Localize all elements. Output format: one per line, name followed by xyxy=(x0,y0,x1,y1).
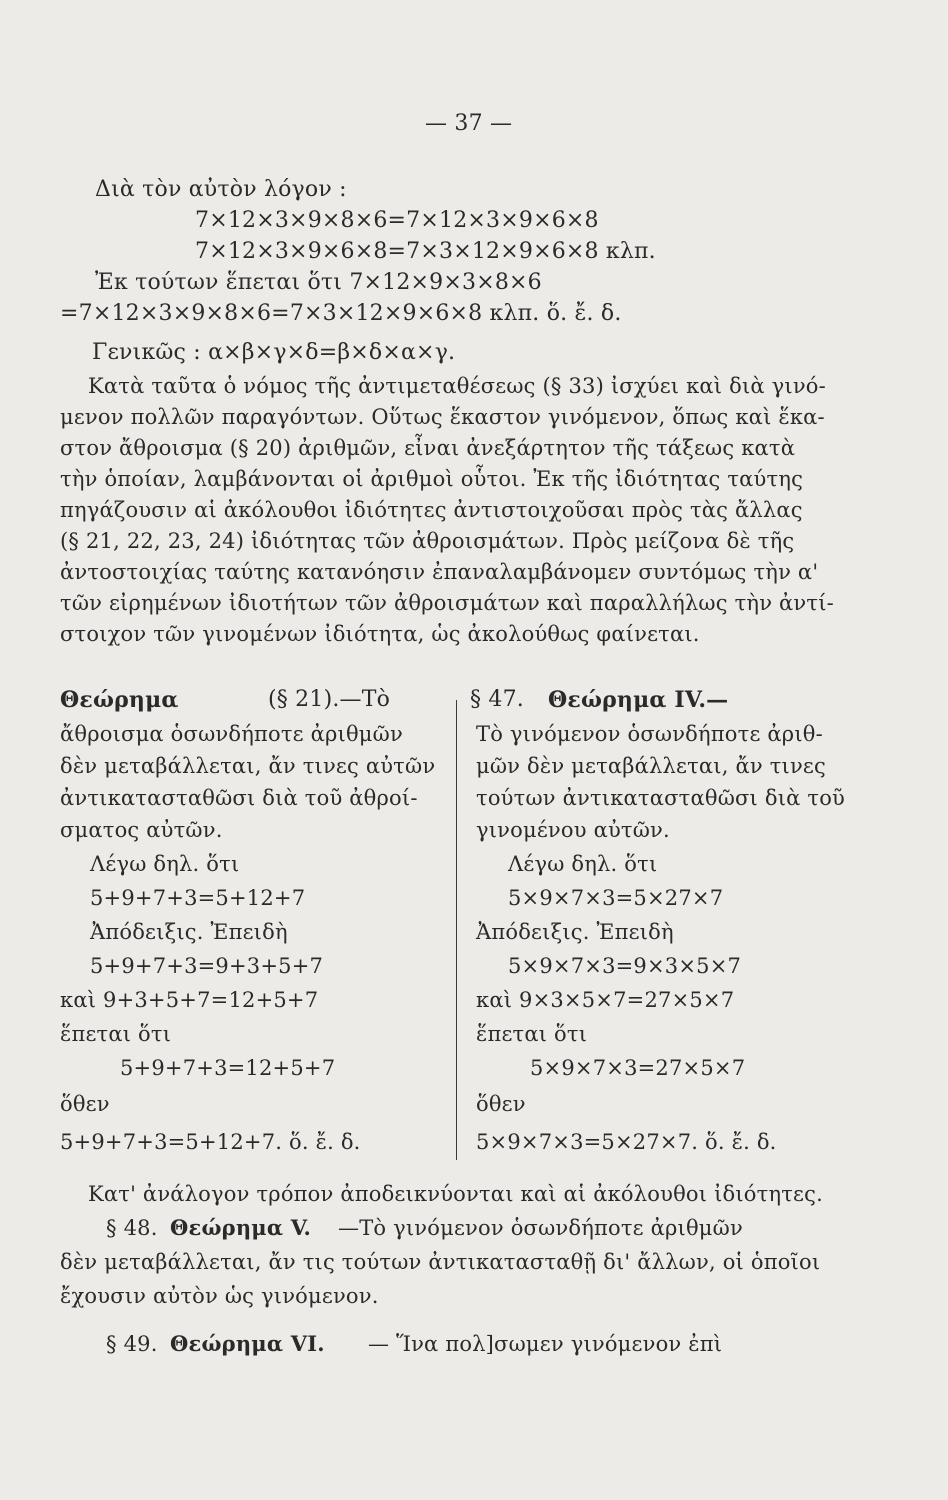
formula-line: 5+9+7+3=9+3+5+7 xyxy=(90,954,324,978)
column-divider xyxy=(456,700,457,1160)
text-line: ἄθροισμα ὁσωνδήποτε ἀριθμῶν xyxy=(60,722,403,746)
formula-line: 5×9×7×3=9×3×5×7 xyxy=(508,954,742,978)
text-line: — Ἵνα πολ]σωμεν γινόμενον ἐπὶ xyxy=(368,1332,723,1356)
text-line: ἕπεται ὅτι xyxy=(60,1022,172,1046)
text-line: Ἀπόδειξις. Ἐπειδὴ xyxy=(476,920,674,944)
formula-line: 5×9×7×3=27×5×7 xyxy=(530,1056,746,1080)
text-line: Διὰ τὸν αὐτὸν λόγον : xyxy=(95,177,347,202)
formula-line: 5+9+7+3=12+5+7 xyxy=(120,1056,336,1080)
text-line: ἀντικατασταθῶσι διὰ τοῦ ἀθροί- xyxy=(60,786,418,810)
theorem-heading-ref: (§ 21).—Τὸ xyxy=(268,687,391,712)
formula-line: καὶ 9+3+5+7=12+5+7 xyxy=(60,988,319,1012)
formula-line: 5+9+7+3=5+12+7 xyxy=(90,886,306,910)
formula-line: 7×12×3×9×8×6=7×12×3×9×6×8 xyxy=(195,208,599,233)
text-line: Λέγω δηλ. ὅτι xyxy=(90,852,240,876)
text-line: σματος αὐτῶν. xyxy=(60,818,223,842)
theorem-heading: Θεώρημα V. xyxy=(170,1215,312,1240)
section-number: § 48. xyxy=(106,1216,158,1240)
paragraph-line: τὴν ὁποίαν, λαμβάνονται οἱ ἀριθμοὶ οὗτοι. Ἐκ τῆς ἰδιότητας ταύτης xyxy=(60,467,804,491)
section-number: § 49. xyxy=(106,1332,158,1356)
paragraph-line: ἀντοστοιχίας ταύτης κατανόησιν ἐπαναλαμβάνομεν συντόμως τὴν α' xyxy=(60,560,819,584)
paragraph-line: Κατὰ ταῦτα ὁ νόμος τῆς ἀντιμεταθέσεως (§ 33) ἰσχύει καὶ διὰ γινό- xyxy=(88,374,826,398)
text-line: ἕπεται ὅτι xyxy=(476,1022,588,1046)
text-line: γινομένου αὐτῶν. xyxy=(476,818,670,842)
text-line: ὅθεν xyxy=(476,1092,526,1116)
text-line: —Τὸ γινόμενον ὁσωνδήποτε ἀριθμῶν xyxy=(338,1216,743,1240)
text-line: Κατ' ἀνάλογον τρόπον ἀποδεικνύονται καὶ αἱ ἀκόλουθοι ἰδιότητες. xyxy=(88,1182,823,1206)
formula-line: =7×12×3×9×8×6=7×3×12×9×6×8 κλπ. ὅ. ἔ. δ. xyxy=(60,301,622,326)
text-line: ὅθεν xyxy=(60,1092,110,1116)
text-line: Ἀπόδειξις. Ἐπειδὴ xyxy=(90,920,288,944)
paragraph-line: στον ἄθροισμα (§ 20) ἀριθμῶν, εἶναι ἀνεξάρτητον τῆς τάξεως κατὰ xyxy=(60,436,796,460)
paragraph-line: μενον πολλῶν παραγόντων. Οὕτως ἕκαστον γινόμενον, ὅπως καὶ ἕκα- xyxy=(60,405,825,429)
theorem-heading: Θεώρημα IV.— xyxy=(548,687,729,713)
text-line: Λέγω δηλ. ὅτι xyxy=(508,852,658,876)
paragraph-line: τῶν εἰρημένων ἰδιοτήτων τῶν ἀθροισμάτων καὶ παραλλήλως τὴν ἀντί- xyxy=(60,591,834,615)
theorem-heading: Θεώρημα VI. xyxy=(170,1331,325,1356)
formula-line: 5×9×7×3=5×27×7. ὅ. ἔ. δ. xyxy=(476,1130,777,1154)
formula-line: 5×9×7×3=5×27×7 xyxy=(508,886,724,910)
paragraph-line: πηγάζουσιν αἱ ἀκόλουθοι ἰδιότητες ἀντιστοιχοῦσαι πρὸς τὰς ἄλλας xyxy=(60,498,803,522)
text-line: τούτων ἀντικατασταθῶσι διὰ τοῦ xyxy=(476,786,846,810)
formula-line: 5+9+7+3=5+12+7. ὅ. ἔ. δ. xyxy=(60,1130,361,1154)
formula-line: καὶ 9×3×5×7=27×5×7 xyxy=(476,988,735,1012)
text-line: ἔχουσιν αὐτὸν ὡς γινόμενον. xyxy=(60,1284,379,1308)
formula-line: 7×12×3×9×6×8=7×3×12×9×6×8 κλπ. xyxy=(195,239,656,264)
text-line: δὲν μεταβάλλεται, ἄν τις τούτων ἀντικατασταθῇ δι' ἄλλων, οἱ ὁποῖοι xyxy=(60,1250,821,1274)
text-line: μῶν δὲν μεταβάλλεται, ἄν τινες xyxy=(476,754,826,778)
section-number: § 47. xyxy=(470,687,524,712)
paragraph-line: στοιχον τῶν γινομένων ἰδιότητα, ὡς ἀκολούθως φαίνεται. xyxy=(60,622,700,646)
theorem-heading: Θεώρημα xyxy=(60,687,179,713)
paragraph-line: (§ 21, 22, 23, 24) ἰδιότητας τῶν ἀθροισμάτων. Πρὸς μείζονα δὲ τῆς xyxy=(60,529,795,553)
formula-line: Γενικῶς : α×β×γ×δ=β×δ×α×γ. xyxy=(92,340,456,365)
text-line: Τὸ γινόμενον ὁσωνδήποτε ἀριθ- xyxy=(476,722,823,746)
page-number: — 37 — xyxy=(425,111,513,136)
text-line: δὲν μεταβάλλεται, ἄν τινες αὐτῶν xyxy=(60,754,436,778)
text-line: Ἐκ τούτων ἕπεται ὅτι 7×12×9×3×8×6 xyxy=(95,270,542,295)
